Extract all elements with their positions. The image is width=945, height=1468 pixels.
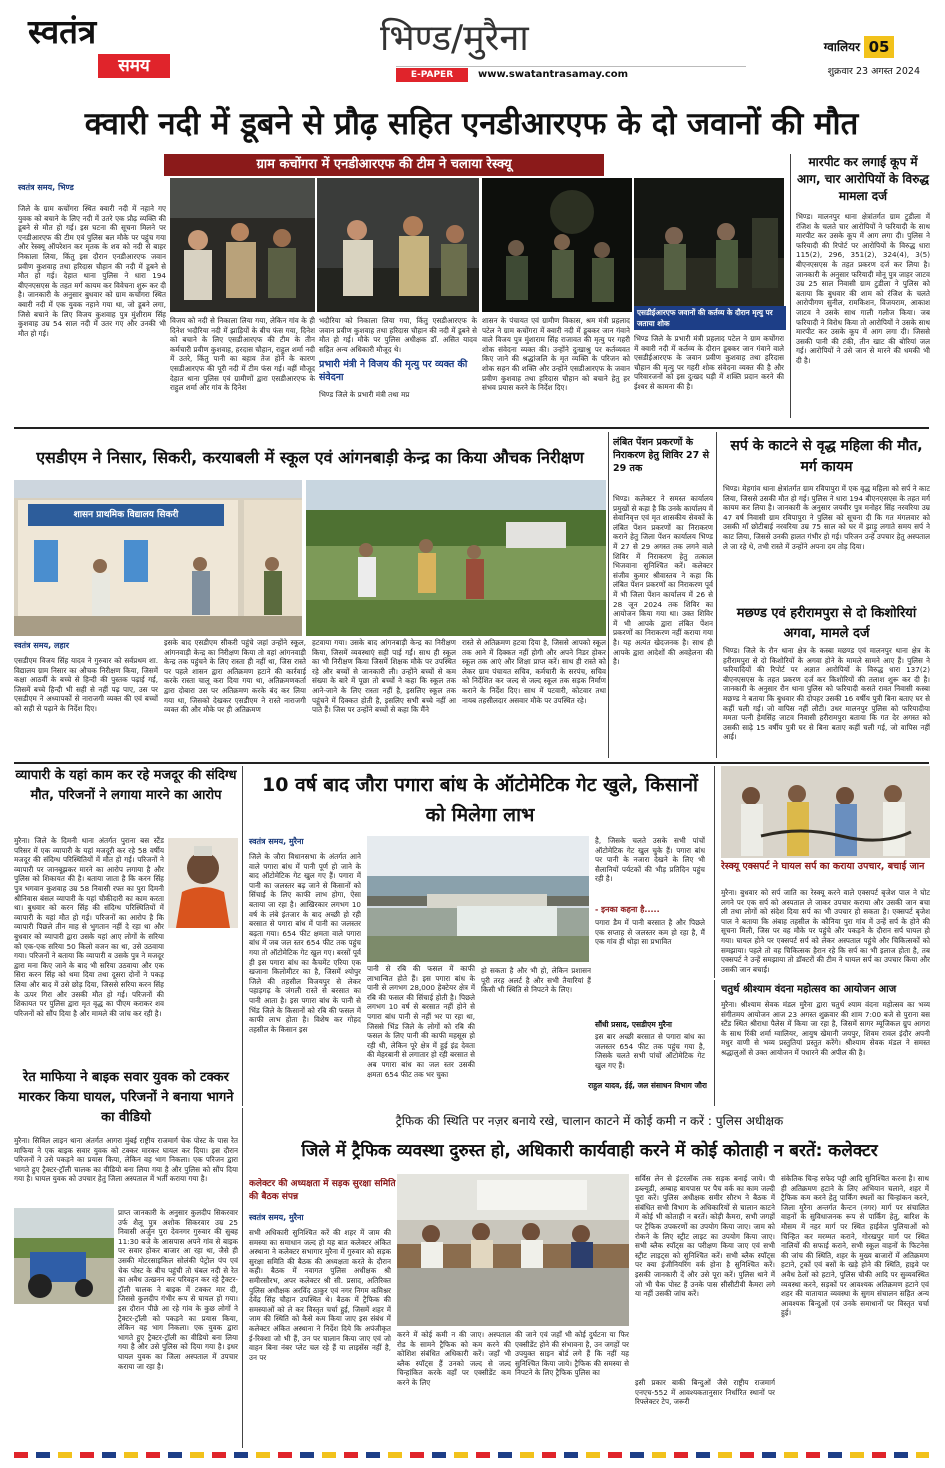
rescue-story	[714, 766, 929, 978]
sand-body-1: मुरैना। सिविल लाइन थाना अंतर्गत आगरा मुंबई राष्ट्रीय राजमार्ग चेक पोस्ट के पास रेत माफिया ने एक बाइक सवार युवक को टक्कर मारकर घायल कर दिया। इस दौरान परिजनों ने उसे पकड़ने का प्रयास किया, लेकिन वह भाग निकला। एक परिजन द्वारा भागते हुए ट्रैक्टर-ट्रॉली चालक का वीडियो बना लिया गया है और पुलिस को सौंप दिया गया है। घायल युवक को उपचार हेतु जिला अस्पताल में भर्ती कराया गया है।	[14, 1136, 238, 1184]
snake-story	[716, 432, 929, 602]
girls-story	[716, 602, 929, 758]
logo-bottom: समय	[98, 54, 170, 78]
well-story	[790, 154, 929, 418]
traffic-col2: करने में कोई कमी न की जाए। अस्पताल रोड के सामने ट्रैफिक को कम करने की कोशिश संबंधित अधिकारी करें। जहाँ भी ब्लैक स्पॉट्स हैं उनको जल्द से जल्द चिन्हांकित करके वहाँ पर एक्सीडेंट कम करने के लिए	[397, 1330, 511, 1387]
traffic-col1: सभी अधिकारी सुनिश्चित करें की शहर में जाम की समस्या का समाधान जल्द हो यह बात कलेक्टर अंकित अस्थाना ने कलेक्टर सभागार मुरैना में गुरुवार को सड़क सुरक्षा समिति की बैठक की अध्यक्षता करते के दौरान कही। बैठक में नवागत पुलिस अधीक्षक श्री समीरसौरभ, अपर कलेक्टर श्री सी. प्रसाद, अतिरिक्त पुलिस अधीक्षक अरविंद ठाकुर एवं नगर निगम कमिश्नर देवेंद्र सिंह चौहान उपस्थित थे। बैठक में ट्रैफिक की समस्याओं को ले कर विस्तृत चर्चा हुई, जिसमें शहर में जाम की स्थिति को कैसे कम किया जाए इस संबंध में कलेक्टर अंकित अस्थाना ने निर्देश दिये कि अपंजीकृत ई-रिक्शा जो भी हैं, उन पर चालान किया जाए एवं जो वाहन बिना नंबर प्लेट चल रहे हैं या लाइसेंस नहीं है, उन पर	[249, 1228, 391, 1362]
masthead	[0, 0, 945, 90]
sdm-story	[14, 432, 606, 758]
dam-col3d: इस बार अच्छी बरसात से पगारा बांध का जलस्तर 654 फीट तक पहुंच गया है, जिसके चलते सभी पांचों ऑटोमेटिक गेट खुल गए हैं।	[595, 1032, 705, 1070]
epaper-label: E-PAPER	[396, 68, 468, 82]
snake-body: भिण्ड। मेहगांव थाना क्षेत्रांतर्गत ग्राम रविपापुरा में एक वृद्ध महिला को सर्प ने काट लिया, जिससे उसकी मौत हो गई। पुलिस ने धारा 194 बीएनएसएस के तहत मर्ग कायम कर लिया है। जानकारी के अनुसार जयवीर पुत्र मनोहर सिंह नरवरिया उम्र 47 वर्ष निवासी ग्राम रविपापुरा ने पुलिस को सूचना दी कि गत मंगलवार को उसकी माँ छोटीबाई नरवरिया उम्र 75 साल को घर में झाड़ू लगाते समय सर्प ने काट लिया, जिससे उनकी हालत गंभीर हो गई। परिजन उन्हें उपचार हेतु अस्पताल ले जा रहे थे, तभी रास्ते में उन्होंने अपना दम तोड़ दिया।	[723, 484, 930, 551]
dam-headline: 10 वर्ष बाद जौरा पगारा बांध के ऑटोमेटिक गेट खुले, किसानों को मिलेगा लाभ	[262, 774, 698, 826]
dam-byline: स्वतंत्र समय, मुरैना	[249, 837, 304, 846]
lead-col5: भिण्ड जिले के प्रभारी मंत्री प्रहलाद पटेल ने ग्राम कचोंगरा में क्वारी नदी में कर्तव्य के दौरान डूबकर जान गंवाने वाले एसडीईआरएफ के जवान प्रवीण कुशवाह तथा हरिदास चौहान की मृत्यु पर गहरी शोक संवेदना व्यक्त की है और परिवारजनों को इस दुःखद घड़ी में शक्ति प्रदान करने की ईश्वर से कामना की है।	[634, 334, 784, 391]
trader-photo	[168, 838, 238, 928]
city-label: ग्वालियर	[823, 40, 860, 54]
lead-photo-2	[317, 178, 479, 312]
divider	[14, 427, 929, 429]
rescue-photo	[721, 766, 930, 858]
rescue-caption: रेस्क्यू एक्सपर्ट ने घायल सर्प का कराया उपचार, बचाई जान	[721, 861, 925, 872]
sdm-col1: एसडीएम विजय सिंह यादव ने गुरुवार को सर्वप्रथम शा. विद्यालय ग्राम निसार का औचक निरीक्षण किया, जिसमें कक्षा आठवीं के बच्चे से हिन्दी की पुस्तक पढ़ाई गई, जिसमें बच्चे हिन्दी भी सही से नहीं पढ़ पाए, उस पर एसडीएम ने अध्यापकों से नाराजगी व्यक्त की एवं बच्चों को सही से पढ़ाने के निर्देश दिए।	[14, 656, 158, 713]
sand-photo	[14, 1208, 114, 1304]
dam-col3b: है, जिसके चलते उसके सभी पांचों ऑटोमेटिक गेट खुल चुके हैं। पगारा बांध पर पानी के नजारा देखने के लिए भी सैलानियों पर्यटकों की भीड़ प्रतिदिन पहुंच रही है।	[595, 836, 705, 884]
well-body: भिण्ड। मालनपुर थाना क्षेत्रांतर्गत ग्राम टुडीला में रंजिश के चलते चार आरोपियों ने फरियादी के साथ मारपीट कर उसके कूप में आग लगा दी। पुलिस ने फरियादी की रिपोर्ट पर आरोपियों के विरुद्ध धारा 115(2), 296, 351(2), 324(4), 3(5) बीएनएसएस के तहत प्रकरण दर्ज कर लिया है। जानकारी के अनुसार फरियादी मोनू पुत्र जाहर जाटव उम्र 25 साल निवासी ग्राम टुडीला ने पुलिस को बताया कि बुधवार की शाम को रंजिश के चलते आरोपीगण सुनील, रामकिशन, विजयराम, आकाश जाटव ने उसके साथ गाली गलौज किया। जब फरियादी ने विरोध किया तो आरोपियों ने उसके साथ मारपीट कर उसके कूप में आग लगा दी। जिससे उसकी पानी की टंकी, तीन खाट की बोरियां जल गई। आरोपियों ने उसे जान से मारने की धमकी भी दी है।	[796, 212, 930, 365]
pension-body: भिण्ड। कलेक्टर ने समस्त कार्यालय प्रमुखों से कहा है कि उनके कार्यालय में सेवानिवृत्त एवं मृत शासकीय सेवकों के लंबित पेंशन प्रकरणों का निराकरण कराने हेतु जिला पेंशन कार्यालय भिण्ड में 27 से 29 अगस्त तक लगने वाले शिविर में निराकरण हेतु तत्काल भिजवाना सुनिश्चित करें। कलेक्टर संजीव कुमार श्रीवास्तव ने कहा कि लंबित पेंशन प्रकरणों का निराकरण पूर्व में भी जिला पेंशन कार्यालय में 26 से 28 जून 2024 तक शिविर का आयोजन किया गया था। उक्त शिविर में भी आपके द्वारा लंबित पेंशन प्रकरणों का निराकरण नहीं कराया गया है। यह अत्यंत खेदजनक है। साथ ही आपके द्वारा आदेशों की अवहेलना की है।	[613, 494, 713, 667]
lead-col1: जिले के ग्राम कचोंगरा स्थित क्वारी नदी में नहाने गए युवक को बचाने के लिए नदी में उतरे एक प्रौढ़ व्यक्ति की डूबने से मौत हो गई। इस घटना की सूचना मिलने पर एनडीआरएफ की टीम एवं पुलिस बल मौके पर पहुंच गया और रेस्क्यू ऑपरेशन कर मृतक के शव को नदी से बाहर निकाला लिया, किंतु इस दौरान एनडीआरएफ जवान प्रवीण कुशवाह तथा हरिदास चौहान की नदी में डूबने से मौत हो गई। देहात थाना पुलिस ने धारा 194 बीएनएसएस के तहत मर्ग कायम कर विवेचना शुरू कर दी है। जानकारी के अनुसार बुधवार को ग्राम कचोंगरा स्थित क्वारी नदी में एक युवक नहाने गया था, जो डूबने लगा, जिसे बचाने के लिए विजय कुशवाह पुत्र मुंशीराम सिंह कुशवाह उम्र 54 साल नदी में उतर गए और उनकी भी मौत हो गई।	[18, 204, 166, 338]
sdm-col4: रास्ते से अतिक्रमण हटवा दिया है, जिससे आपको स्कूल तक आने में दिक्कत नहीं होगी और अपने निडर होकर स्कूल तक आएं और शिक्षा प्राप्त करें। साथ ही रास्ते को लेकर ग्राम पंचायत सचिव, कर्मचारी के सरपंच, सचिव को निर्देशित कर जल्द से जल्द स्कूल तक सड़क निर्माण कराने के निर्देश दिए। साथ में पटवारी, कोटवार तथा नायब तहसीलदार असवार मौके पर उपस्थित रहे।	[462, 638, 606, 705]
traffic-subhead: कलेक्टर की अध्यक्षता में सड़क सुरक्षा समिति की बैठक संपन्न	[249, 1179, 396, 1202]
traffic-col4b: इसी प्रकार बाकी बिन्दुओं जैसे राष्ट्रीय राजमार्ग एनएच-552 में आवश्यकतानुसार निर्धारित स्थानों पर रिफ्लेक्टर टेप, जरूरी	[635, 1378, 775, 1407]
traffic-col4: सर्विस लेन से इंटरलॉक तक सड़क बनाई जाये। पी डब्ल्यूडी, अम्बाह बायपास पर पैच वर्क का काम जल्दी पूरा करें। पुलिस अधीक्षक समीर सौरभ ने बैठक में संबंधित सभी विभाग के अधिकारियों से चालान काटने में कोई भी कोताही न बरतें। कोड़ी कैमरा, सभी जगहों पर ट्रैफिक उपकरणों का उपयोग किया जाए। जाम को रोकने के लिए स्ट्रीट लाइट का उपयोग किया जाए। सभी ब्लैक स्पॉट्स का परीक्षण किया जाए एवं सभी स्ट्रीट लाइट्स को सुनिश्चित करें। सभी ब्लैक स्पॉट्स पर क्या इंजीनियरिंग वर्क होना है सुनिश्चित करें। इसकी जानकारी दें और उसे पूरा करें। पुलिस थाने में जो भी चैक पोस्ट हैं उनके पास सीसीटीवी कैमरा लगे या नहीं उसकी जांच करें।	[635, 1174, 775, 1299]
dam-story	[242, 766, 710, 1106]
edition-title: भिण्ड/मुरैना	[380, 18, 529, 59]
dam-signature-1: सौंधी प्रसाद, एसडीएम मुरैना	[595, 1020, 672, 1029]
sand-body-2: प्राप्त जानकारी के अनुसार कुलदीप सिकरवार उर्फ शैलू पुत्र अशोक सिकरवार उम्र 25 निवासी अर्जुन पुरा देवनगर गुरुवार की सुबह 11:30 बजे के आसपास अपने गांव से बाइक पर सवार होकर बाजार आ रहा था, जैसे ही उसकी मोटरसाइकिल सोलंकी पेट्रोल पंप एवं चेक पोस्ट के बीच पहुंची तो चंबल नदी से रेत का अवैध उत्खनन कर परिवहन कर रहे ट्रैक्टर-ट्रॉली चालक ने बाइक में टक्कर मार दी, जिससे कुलदीप गंभीर रूप से घायल हो गया। इस दौरान पीछे आ रहे गांव के कुछ लोगों ने ट्रैक्टर-ट्रॉली को पकड़ने का प्रयास किया, लेकिन वह भाग निकला। एक युवक द्वारा भागते हुए ट्रैक्टर-ट्रॉली का वीडियो बना लिया गया है और उसे पुलिस को दिया गया है। इधर घायल युवक का जिला अस्पताल में उपचार कराया जा रहा है।	[118, 1208, 238, 1371]
dam-col2: पानी से रबि की फसल में काफी लाभान्वित होते हैं। इस पगारा बांध के पानी से लगभग 28,000 हेक्टेयर क्षेत्र में रबि की फसल की सिंचाई होती है। पिछले लगभग 10 वर्ष से बरसात नहीं होने से पगारा बांध पानी से नहीं भर पा रहा था, जिससे भिंड जिले के लोगों को रबि की फसल के लिए पानी की काफी महसूस हो रही थी, लेकिन पूरे क्षेत्र में हुई इंद्र देवता की मेहरबानी से लगातार हो रही बरसात से अब पगारा बांध का जल स्तर उसकी क्षमता 654 फीट तक भर चुका	[367, 964, 475, 1079]
girls-body: भिण्ड। जिले के रौन थाना क्षेत्र के कस्बा मछण्ड एवं मालनपुर थाना क्षेत्र के हरीरामपुरा से दो किशोरियों के अगवा होने के मामले सामने आए हैं। पुलिस ने फरियादियों की रिपोर्ट पर अज्ञात आरोपियों के विरुद्ध धारा 137(2) बीएनएसएस के तहत प्रकरण दर्ज कर किशोरियों की तलाश शुरू कर दी है। जानकारी के अनुसार रौन थाना पुलिस को फरियादी कसते रावत निवासी कस्बा मछण्ड ने बताया कि बुधवार की दोपहर उसकी 16 वर्षीय पुत्री बिना बताए घर से कहीं चली गई। जो वापिस नहीं लौटी। उधर मालनपुर पुलिस को फरियादीया ममता पत्नी हेमसिंह जाटव निवासी हरीरामपुरा बताया कि गत देर अगस्त को उसकी साढ़े 15 वर्षीय पुत्री घर से बिना बताए कहीं चली गई, जो वापिस नहीं आई।	[723, 646, 930, 742]
pension-headline: लंबित पेंशन प्रकरणों के निराकरण हेतु शिविर 27 से 29 तक	[613, 437, 710, 474]
logo[interactable]	[28, 14, 158, 80]
traffic-col3: की जाने एवं जहाँ भी कोई दुर्घटना या फिर एक्सीडेंट होने की संभावना है, उन जगहों पर उपयुक्त साइन बोर्ड लगे हैं कि नहीं यह सुनिश्चित किया जाये। ट्रैफिक की समस्या से निपटने के लिए ट्रैफिक पुलिस का	[515, 1330, 629, 1378]
issue-date: शुक्रवार 23 अगस्त 2024	[827, 66, 920, 77]
traffic-photo	[397, 1174, 629, 1326]
lead-col2: विजय को नदी से निकाला लिया गया, लेकिन गांव के ही दिनेश भदौरिया नदी में झाड़ियों के बीच फंस गया, दिनेश को बचाने के लिए एसडीआरएफ की टीम के तीन कर्मचारी प्रवीण कुशवाह, हरदास चौहान, राहुल शर्मा नदी में उतरे, किंतु पानी का बहाव तेज होने के कारण एसडीआरएफ की पूरी नदी में टीम फंस गई। वहीं मौजूद देहात थाना पुलिस एवं ग्रामीणों द्वारा एसडीआरएफ के राहुल शर्मा और गांव के दिनेश	[170, 316, 315, 393]
lead-photo-4	[634, 178, 784, 306]
page-number: 05	[864, 36, 894, 58]
rescue-body: मुरैना। बुधवार को सर्प जाति का रेस्क्यू करने वाले एक्सपर्ट बृजेश पाल ने घोट लगने पर एक सर्प को अस्पताल ले जाकर उपचार कराया और उसकी जान बचा ली तथा लोगों को संदेश दिया सर्प का भी उपचार हो सकता है। एक्सपर्ट बृजेश पाल ने बताया कि अंबाह तहसील के कौनिया पुरा गांव में उन्हें सर्प के होने की सूचना मिली, जिस पर वह मौके पर पहुंचे और पकड़ने के दौरान सर्प घायल हो गया। घायल होने पर एक्सपर्ट सर्प को लेकर अस्पताल पहुंचे और चिकित्सकों को समझाया। पहले तो वह चिकित्सक हैरान रहे कि सर्प का भी इलाज होता है, तब एक्सपर्ट ने उन्हें समझाया तो डॉक्टरों की टीम ने घायल सर्प का उपचार किया और उसकी जान बचाई।	[721, 888, 930, 974]
lead-byline: स्वतंत्र समय, भिण्ड	[18, 183, 74, 192]
traffic-kicker: ट्रैफिक की स्थिति पर नज़र बनाये रखे, चालान काटने में कोई कमी न करें : पुलिस अधीक्षक	[395, 1114, 784, 1128]
lead-headline: क्वारी नदी में डूबने से प्रौढ़ सहित एनडीआरएफ के दो जवानों की मौत	[84, 106, 859, 142]
vandana-body: मुरैना। श्रीश्याम सेवक मंडल मुरैना द्वारा चतुर्थ श्याम वंदना महोत्सव का भव्य संगीतमय आयोजन आज 23 अगस्त शुक्रवार की शाम 7:00 बजे से पुराना बस स्टैंड स्थित श्रीराधा पैलेस में किया जा रहा है, जिसमें सागर म्यूजिकल ग्रुप आगरा के साथ रिंकी शर्मा ग्वालियर, आयुष खेमानी जयपुर, शिवम रावल इंदौर अपनी मधुर वाणी से भव्य प्रस्तुतियां प्रस्तुत करेंगे। श्रीश्याम सेवक मंडल ने समस्त श्रद्धालुओं से उक्त आयोजन में पधारने की अपील की है।	[721, 1000, 930, 1057]
pension-story	[608, 432, 712, 758]
color-strip	[14, 1452, 929, 1458]
traffic-byline: स्वतंत्र समय, मुरैना	[249, 1213, 304, 1222]
sdm-byline: स्वतंत्र समय, लहार	[14, 641, 69, 650]
dam-col3c: पगारा डैम में पानी बरसात है और पिछले एक सप्ताह से जलस्तर कम हो रहा है, मैं एक गांव ही थोड़ा सा प्रभावित	[595, 918, 705, 947]
trader-body: मुरैना। जिले के दिमनी थाना अंतर्गत पुराना बस स्टैंड परिसर में एक व्यापारी के यहां मजदूरी कर रहे 58 वर्षीय मजदूर की संदिग्ध परिस्थितियों में मौत हो गई। परिजनों ने व्यापारी पर जानबूझकर मारने का आरोप लगाया है और पुलिस को शिकायत की है। बताया जाता है कि करन सिंह पुत्र भगवान कुशवाह उम्र 58 निवासी रफ्त का पुरा दिमनी श्रीनिवास बंसल व्यापारी के यहां चौकीदारी का काम करता था। बुधवार को करन सिंह की संदिग्ध परिस्थितियों में व्यापारी के यहां मौत हो गई। परिजनों का आरोप है कि व्यापारी पिछले तीन माह से भुगतान नहीं दे रहा था और बुधवार को व्यापारी द्वारा उसके यहां आए लोगों के सरिया को एक-एक सरिया 50 किलो वजन का था, उसे उठवाया गया। परिजनों ने बताया कि व्यापारी व उसके पुत्र ने मजदूर द्वारा मना किए जाने के बाद भी सरिया उठवाया और एक सिरा करन सिंह को थमा दिया तथा दूसरा दोनों ने पकड़ लिया और बाद में उसे छोड़ दिया, जिससे सरिया करन सिंह के ऊपर गिरा और उसकी मौत हो गई। परिजनों की शिकायत पर पुलिस द्वारा मृत वृद्ध का पीएम कराकर शव परिजनों को सौंप दिया है और मामले की जांच कर रही है।	[14, 836, 164, 1018]
sdm-col3: हटवाया गया। उसके बाद आंगनबाड़ी केन्द्र का निरीक्षण किया, जिसमें व्यवस्थाएं सही पाई गईं। साथ ही स्कूल का भी निरीक्षण किया जिसमें शिक्षक मौके पर उपस्थित रहे और बच्चों से जानकारी ली। उन्होंने बच्चों से कम संख्या के बारे में पूछा तो बच्चों ने कहा कि स्कूल तक आने-जाने के लिए रास्ता नहीं है, इसलिए स्कूल तक पहुंचने में दिक्कत होती है, इसलिए सभी बच्चे नहीं आ पाते हैं। जिस पर उन्होंने बच्चों से कहा कि मैंने	[312, 638, 456, 715]
snake-headline: सर्प के काटने से वृद्ध महिला की मौत, मर्ग कायम	[730, 438, 923, 475]
vandana-headline: चतुर्थ श्रीश्याम वंदना महोत्सव का आयोजन आज	[721, 984, 897, 995]
lead-col3: भदौरिया को निकाला लिया गया, किंतु एसडीआरएफ के जवान प्रवीण कुशवाह तथा हरिदास चौहान की नदी में डूबने से मौत हो गई। मौके पर पुलिस अधीक्षक डॉ. असित यादव सहित अन्य अधिकारी मौजूद थे।	[319, 316, 477, 354]
site-url[interactable]: www.swatantrasamay.com	[478, 69, 629, 80]
dam-col1: जिले के जौरा विधानसभा के अंतर्गत आने वाले पगारा बांध में पानी पूर्ण हो जाने के बाद ऑटोमेटिक गेट खुल गए हैं। पगारा में पानी का जलस्तर बढ़ जाने से किसानों को सिंचाई के लिए काफी लाभ होगा, ऐसा बताया जा रहा है। आखिरकार लगभग 10 वर्ष के लंबे इंतजार के बाद अच्छी हो रही बरसात से पगारा बांध में पानी का जलस्तर बढ़ता गया। 654 फीट क्षमता वाले पगारा बांध में जब जल स्तर 654 फीट तक पहुंच गया तो ऑटोमेटिक गेट खुल गए। बरसों पूर्व ही इस पगारा बांध का कैचमेंट एरिया एक खजाना किलोमीटर का है, जिसमें श्योपुर जिले की तहसील विजयपुर से लेकर पहाड़गढ़ के जंगली रास्ते से बरसात का पानी आता है। इस पगारा बांध के पानी से भिंड जिले के किसानों को रबि की फसल में काफी लाभ होता है। विशेष कर गोहद तहसील के किसान इस	[249, 852, 361, 1034]
dam-col3a: हो सकता है और भी हो, लेकिन प्रशासन पूरी तरह अलर्ट है और सभी तैयारियां हैं किसी भी स्थिति से निपटने के लिए।	[481, 966, 591, 995]
divider	[14, 762, 929, 764]
traffic-headline: जिले में ट्रैफिक व्यवस्था दुरुस्त हो, अधिकारी कार्यवाही करने में कोई कोताही न बरतें: कलेक्टर	[301, 1141, 878, 1161]
traffic-col5: संकेतिक चिन्ह सफेद पट्टी आदि सुनिश्चित करना है। साथ ही अतिक्रमण हटाने के लिए अभियान चलाने, शहर में ट्रैफिक कम करने हेतु पार्किंग स्थलों का चिन्हांकन करने, जिला मुरैना अन्तर्गत कैन्टन (नगर) मार्ग पर संचालित वाहनों के सुविधाजनक रूप से पार्किंग हेतु, बारिश के मौसम में नहर मार्ग पर स्थित हाईवेज पुलियाओं को चिन्हित कर मरम्मत कराने, गोरखपुर मार्ग पर स्थित नालियों की सफाई कराने, सभी स्कूल वाहनों के फिटनेस की जांच की स्थिति, शहर के मुख्य बाजारों में अतिक्रमण हटाने, ट्रकों एवं बसों के खड़े होने की स्थिति, हाइवे पर अवैध ठेलों को हटाने, पुलिस चौकी आदि पर सुव्यवस्थित व्यवस्था करने, सड़कों पर आवश्यक अतिक्रमण हटाने एवं शहर की यातायात व्यवस्था के सुगम संचालन सहित अन्य आवश्यक बिन्दुओं एवं उनके समाधानों पर विस्तृत चर्चा हुई।	[781, 1174, 929, 1318]
dam-photo	[367, 836, 589, 962]
vandana-story	[714, 980, 929, 1106]
lead-story	[14, 94, 929, 422]
dam-signature-2: राहुल यादव, ईई, जल संसाधन विभाग जौरा	[588, 1081, 707, 1090]
lead-col4: शासन के पंचायत एवं ग्रामीण विकास, श्रम मंत्री प्रहलाद पटेल ने ग्राम कचोंगरा में क्वारी नदी में डूबकर जान गंवाने वाले विजय पुत्र मुंशाराम सिंह राजावत की मृत्यु पर गहरी शोक संवेदना व्यक्त की। उन्होंने दुःखाश्रु पर कर्तव्यवत किए जाने की श्रद्धांजलि के मृत व्यक्ति के परिजन को शोक सहन की शक्ति और उन्होंने एसडीआरएफ के जवान प्रवीण कुशवाह तथा हरिदास चौहान को बचाने हेतु हर संभव प्रयास करने के निर्देश दिए।	[482, 316, 630, 393]
lead-strap: ग्राम कचोंगरा में एनडीआरएफ की टीम ने चलाया रेस्क्यू	[164, 154, 604, 176]
girls-headline: मछण्ड एवं हरीरामपुरा से दो किशोरियां अगवा, मामले दर्ज	[736, 606, 917, 641]
sdm-photo-1	[14, 480, 302, 636]
lead-col3b: भिण्ड जिले के प्रभारी मंत्री तथा मप्र	[319, 390, 410, 399]
sdm-col2: इसके बाद एसडीएम सीकरी पहुंचे जहां उन्होंने स्कूल, आंगनवाड़ी केन्द्र का निरीक्षण किया तो वहां आंगनवाड़ी केन्द्र तक पहुंचने के लिए रास्ता ही नहीं था, जिस रास्ते पर पहले शासन द्वारा अतिक्रमण हटाने की कार्रवाई करके रास्ता चालू करा दिया गया था, अतिक्रमणकर्ता द्वारा दोबारा उस पर अतिक्रमण करके बंद कर लिया गया था, जिसको देखकर एसडीएम ने रास्ते नाराजगी व्यक्त की और मौके पर ही अतिक्रमण	[164, 638, 306, 715]
lead-photo-caption: एसडीईआरएफ जवानों की कर्तव्य के दौरान मृत्यु पर जताया शोक	[634, 306, 786, 330]
sdm-photo-2	[306, 480, 606, 636]
sdm-headline: एसडीएम ने निसार, सिकरी, करयाबली में स्कूल एवं आंगनबाड़ी केन्द्र का किया औचक निरीक्षण	[36, 448, 584, 467]
logo-top: स्वतंत्र	[28, 12, 97, 51]
trader-headline: व्यापारी के यहां काम कर रहे मजदूर की संदिग्ध मौत, परिजनों ने लगाया मारने का आरोप	[15, 768, 237, 803]
dam-quote-label: - इनका कहना है.....	[595, 905, 660, 914]
trader-story	[14, 766, 238, 1066]
well-headline: मारपीट कर लगाई कूप में आग, चार आरोपियों के विरुद्ध मामला दर्ज	[797, 155, 929, 203]
sand-story	[14, 1068, 238, 1448]
lead-photo-1	[170, 178, 315, 312]
epaper-bar	[396, 66, 746, 82]
traffic-story	[242, 1108, 929, 1448]
lead-photo-3	[482, 178, 632, 312]
lead-subhead-minister: प्रभारी मंत्री ने विजय की मृत्यु पर व्यक्त की संवेदना	[319, 359, 468, 383]
sand-headline: रेत माफिया ने बाइक सवार युवक को टक्कर मारकर किया घायल, परिजनों ने बनाया भागने का वीडियो	[18, 1070, 234, 1125]
school-sign-text: शासन प्राथमिक विद्यालय सिकरी	[73, 510, 179, 520]
